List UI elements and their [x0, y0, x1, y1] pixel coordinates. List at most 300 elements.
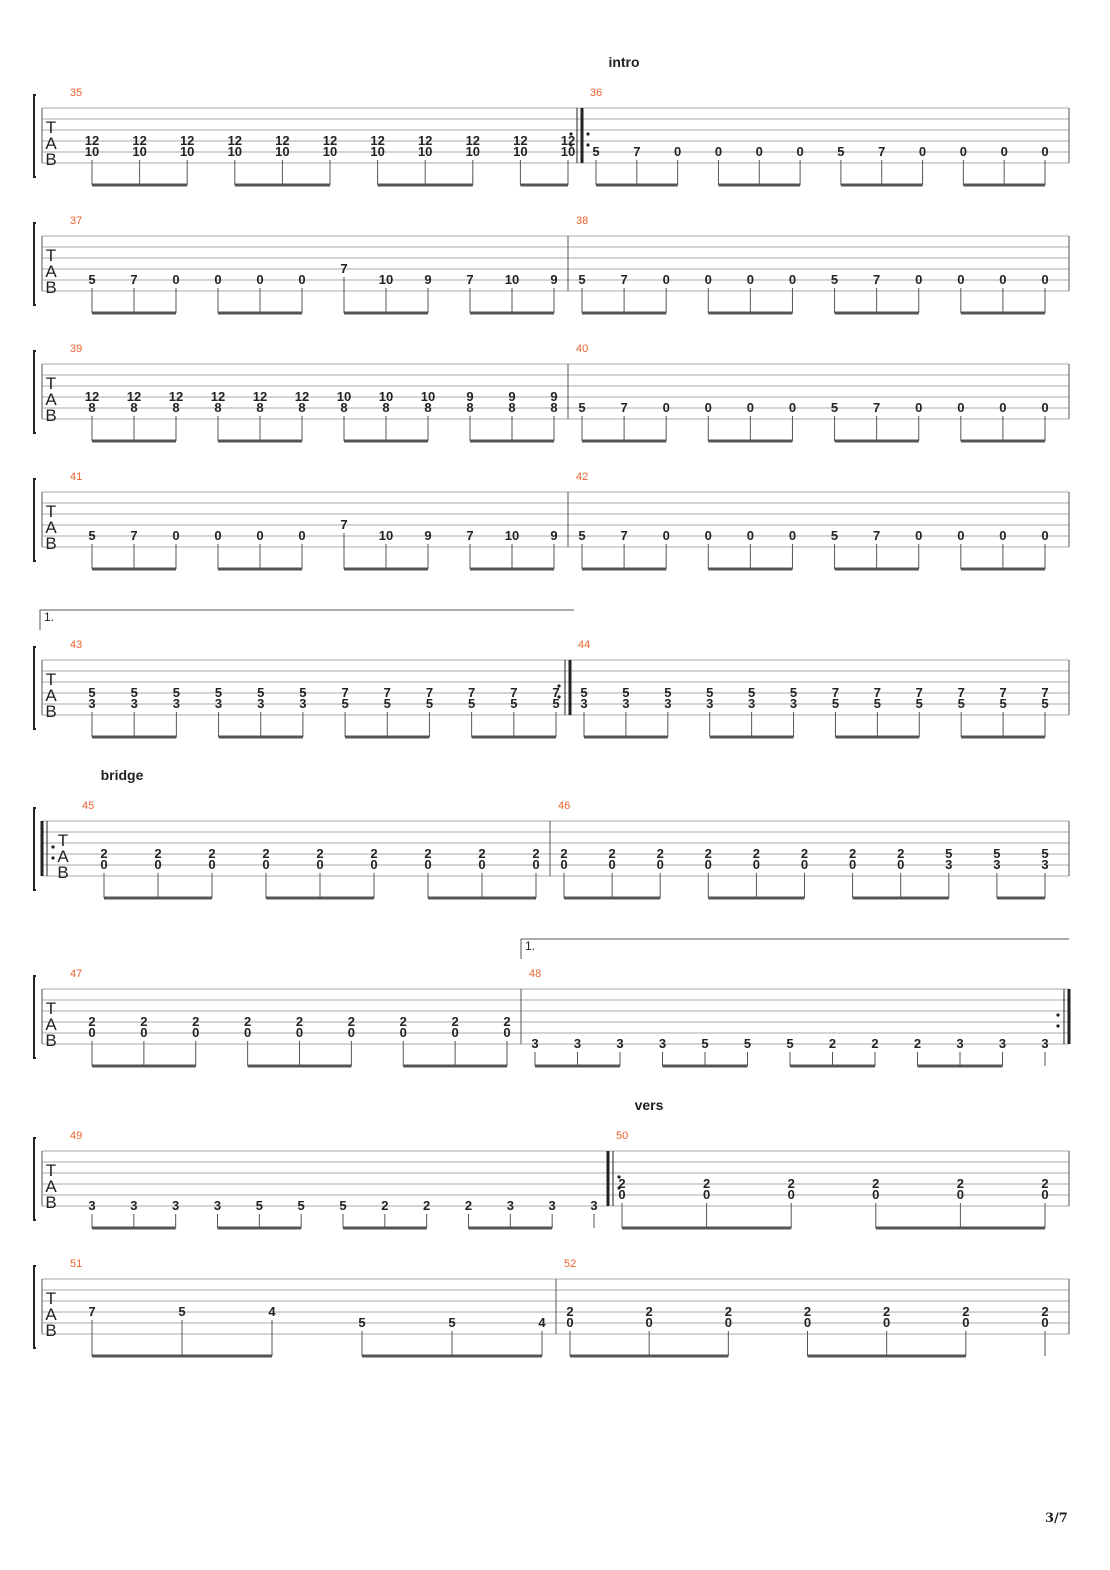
fret-number: 2: [192, 1014, 200, 1029]
fret-number: 8: [256, 400, 264, 415]
tab-clef-letter: A: [45, 1305, 57, 1324]
fret-number: 10: [378, 389, 394, 404]
tab-clef-letter: B: [45, 702, 57, 721]
fret-number: 7: [466, 272, 474, 287]
fret-number: 5: [748, 685, 756, 700]
fret-number: 2: [451, 1014, 459, 1029]
measure-number: 52: [564, 1258, 577, 1270]
fret-number: 2: [532, 846, 540, 861]
fret-number: 2: [702, 1176, 711, 1191]
fret-number: 3: [616, 1036, 624, 1051]
fret-number: 3: [88, 696, 96, 711]
fret-number: 0: [192, 1025, 200, 1040]
fret-number: 3: [956, 1036, 964, 1051]
fret-number: 0: [478, 857, 486, 872]
measure-number: 42: [576, 471, 589, 483]
fret-number: 5: [1041, 696, 1049, 711]
fret-number: 10: [504, 528, 520, 543]
fret-number: 0: [566, 1315, 574, 1330]
fret-number: 2: [618, 1176, 626, 1191]
fret-number: 0: [788, 400, 797, 415]
fret-number: 2: [645, 1304, 653, 1319]
fret-number: 0: [724, 1315, 732, 1330]
fret-number: 2: [803, 1304, 812, 1319]
fret-number: 0: [316, 857, 324, 872]
fret-number: 3: [590, 1198, 598, 1213]
fret-number: 7: [340, 517, 348, 532]
fret-number: 5: [552, 696, 560, 711]
fret-number: 5: [257, 685, 265, 700]
fret-number: 5: [830, 528, 839, 543]
fret-number: 2: [423, 1198, 431, 1213]
fret-number: 8: [88, 400, 96, 415]
fret-number: 10: [378, 528, 394, 543]
fret-number: 0: [746, 528, 754, 543]
tab-clef-letter: T: [45, 374, 57, 393]
fret-number: 3: [172, 696, 180, 711]
fret-number: 12: [132, 133, 147, 148]
fret-number: 2: [424, 846, 432, 861]
fret-number: 5: [837, 144, 845, 159]
fret-number: 7: [633, 144, 641, 159]
measure-number: 36: [590, 87, 603, 99]
fret-number: 3: [130, 1198, 138, 1213]
fret-number: 7: [466, 528, 474, 543]
fret-number: 7: [425, 685, 434, 700]
volta-bracket: [40, 610, 574, 630]
tab-clef-letter: A: [45, 686, 57, 705]
fret-number: 2: [656, 846, 664, 861]
fret-number: 2: [787, 1176, 795, 1191]
fret-number: 0: [752, 857, 761, 872]
fret-number: 2: [478, 846, 486, 861]
fret-number: 2: [828, 1036, 837, 1051]
volta-bracket: [521, 939, 1069, 959]
fret-number: 3: [664, 696, 672, 711]
fret-number: 0: [959, 144, 967, 159]
fret-number: 3: [257, 696, 265, 711]
fret-number: 0: [298, 272, 306, 287]
tab-clef-letter: B: [45, 1321, 57, 1340]
fret-number: 5: [299, 685, 307, 700]
fret-number: 0: [915, 528, 923, 543]
fret-number: 3: [531, 1036, 539, 1051]
system-bracket: [34, 808, 36, 890]
fret-number: 0: [451, 1025, 459, 1040]
fret-number: 10: [336, 389, 352, 404]
fret-number: 2: [800, 846, 809, 861]
fret-number: 10: [378, 272, 394, 287]
fret-number: 3: [548, 1198, 556, 1213]
fret-number: 5: [578, 400, 586, 415]
fret-number: 5: [701, 1036, 709, 1051]
fret-number: 5: [873, 696, 881, 711]
fret-number: 5: [214, 685, 223, 700]
fret-number: 3: [580, 696, 588, 711]
fret-number: 2: [872, 1176, 880, 1191]
fret-number: 0: [800, 857, 809, 872]
measure-number: 44: [578, 639, 591, 651]
fret-number: 0: [788, 272, 797, 287]
fret-number: 2: [871, 1036, 879, 1051]
fret-number: 0: [962, 1315, 970, 1330]
fret-number: 5: [255, 1198, 263, 1213]
fret-number: 0: [370, 857, 378, 872]
fret-number: 0: [140, 1025, 148, 1040]
fret-number: 5: [706, 685, 714, 700]
tab-clef-letter: B: [45, 1193, 57, 1212]
fret-number: 7: [957, 685, 965, 700]
fret-number: 5: [957, 696, 965, 711]
fret-number: 3: [789, 696, 798, 711]
fret-number: 7: [130, 272, 138, 287]
fret-number: 10: [420, 389, 436, 404]
fret-number: 3: [945, 857, 953, 872]
repeat-dot: [1056, 1024, 1059, 1027]
tab-clef-letter: T: [45, 999, 57, 1018]
fret-number: 7: [620, 400, 628, 415]
repeat-dot: [586, 132, 589, 135]
fret-number: 2: [566, 1304, 574, 1319]
fret-number: 12: [322, 133, 338, 148]
system-bracket: [34, 976, 36, 1058]
fret-number: 3: [214, 696, 223, 711]
fret-number: 2: [370, 846, 378, 861]
fret-number: 5: [339, 1198, 347, 1213]
fret-number: 3: [299, 696, 307, 711]
fret-number: 5: [578, 528, 586, 543]
fret-number: 12: [168, 389, 184, 404]
fret-number: 5: [383, 696, 391, 711]
fret-number: 8: [508, 400, 516, 415]
fret-number: 7: [620, 272, 628, 287]
fret-number: 9: [424, 528, 432, 543]
system-bracket: [34, 1266, 36, 1348]
fret-number: 10: [84, 144, 100, 159]
fret-number: 4: [538, 1315, 546, 1330]
fret-number: 12: [126, 389, 142, 404]
fret-number: 0: [848, 857, 857, 872]
fret-number: 3: [622, 696, 630, 711]
fret-number: 10: [513, 144, 528, 159]
fret-number: 0: [172, 528, 180, 543]
fret-number: 0: [704, 400, 712, 415]
fret-number: 3: [993, 857, 1001, 872]
fret-number: 0: [704, 272, 712, 287]
fret-number: 7: [878, 144, 886, 159]
system-bracket: [34, 1138, 36, 1220]
repeat-dot: [586, 143, 589, 146]
fret-number: 0: [803, 1315, 812, 1330]
fret-number: 0: [154, 857, 162, 872]
fret-number: 7: [915, 685, 923, 700]
fret-number: 0: [208, 857, 216, 872]
fret-number: 12: [179, 133, 195, 148]
fret-number: 2: [560, 846, 568, 861]
fret-number: 0: [298, 528, 306, 543]
fret-number: 3: [1041, 1036, 1049, 1051]
fret-number: 4: [268, 1304, 276, 1319]
fret-number: 0: [714, 144, 723, 159]
tab-clef-letter: T: [45, 502, 57, 521]
fret-number: 8: [214, 400, 222, 415]
fret-number: 9: [424, 272, 432, 287]
tab-clef-letter: A: [45, 390, 57, 409]
fret-number: 0: [702, 1187, 711, 1202]
fret-number: 5: [130, 685, 138, 700]
fret-number: 0: [788, 528, 797, 543]
fret-number: 7: [130, 528, 138, 543]
fret-number: 10: [417, 144, 433, 159]
tab-clef-letter: B: [45, 1031, 57, 1050]
fret-number: 0: [883, 1315, 891, 1330]
fret-number: 0: [999, 272, 1007, 287]
fret-number: 5: [580, 685, 588, 700]
fret-number: 8: [130, 400, 138, 415]
system-bracket: [34, 223, 36, 305]
fret-number: 5: [425, 696, 434, 711]
fret-number: 2: [897, 846, 905, 861]
fret-number: 12: [210, 389, 226, 404]
fret-number: 7: [999, 685, 1007, 700]
fret-number: 3: [172, 1198, 180, 1213]
page-number: 3/7: [1045, 1511, 1068, 1526]
fret-number: 2: [154, 846, 162, 861]
fret-number: 5: [999, 696, 1007, 711]
fret-number: 8: [172, 400, 180, 415]
tab-clef-letter: T: [45, 1161, 57, 1180]
fret-number: 0: [1041, 400, 1049, 415]
fret-number: 2: [962, 1304, 970, 1319]
system-bracket: [34, 351, 36, 433]
fret-number: 7: [873, 685, 881, 700]
fret-number: 0: [704, 528, 712, 543]
fret-number: 0: [1000, 144, 1008, 159]
volta-label: 1.: [44, 610, 55, 624]
fret-number: 9: [550, 272, 558, 287]
fret-number: 12: [275, 133, 290, 148]
measure-number: 45: [82, 800, 95, 812]
repeat-dot: [1056, 1013, 1059, 1016]
fret-number: 10: [370, 144, 385, 159]
fret-number: 0: [532, 857, 540, 872]
fret-number: 12: [513, 133, 528, 148]
tab-clef-letter: B: [45, 534, 57, 553]
fret-number: 0: [662, 272, 670, 287]
fret-number: 0: [399, 1025, 407, 1040]
fret-number: 3: [573, 1036, 582, 1051]
measure-number: 43: [70, 639, 83, 651]
fret-number: 8: [466, 400, 474, 415]
fret-number: 10: [465, 144, 481, 159]
tab-clef-letter: B: [45, 278, 57, 297]
measure-number: 39: [70, 343, 83, 355]
system-bracket: [34, 479, 36, 561]
fret-number: 12: [560, 133, 576, 148]
fret-number: 7: [831, 685, 840, 700]
fret-number: 0: [262, 857, 270, 872]
fret-number: 0: [999, 400, 1007, 415]
fret-number: 3: [998, 1036, 1007, 1051]
tab-clef-letter: A: [57, 847, 69, 866]
repeat-dot: [51, 845, 54, 848]
section-label: vers: [634, 1097, 664, 1113]
fret-number: 0: [645, 1315, 653, 1330]
fret-number: 0: [999, 528, 1007, 543]
fret-number: 2: [608, 846, 616, 861]
fret-number: 3: [748, 696, 756, 711]
fret-number: 10: [322, 144, 338, 159]
fret-number: 3: [706, 696, 714, 711]
fret-number: 2: [244, 1014, 252, 1029]
fret-number: 12: [227, 133, 243, 148]
fret-number: 0: [347, 1025, 355, 1040]
fret-number: 3: [658, 1036, 667, 1051]
fret-number: 0: [214, 272, 222, 287]
tab-clef-letter: B: [45, 150, 57, 169]
fret-number: 5: [1041, 846, 1049, 861]
measure-number: 49: [70, 1130, 83, 1142]
fret-number: 5: [993, 846, 1001, 861]
fret-number: 3: [506, 1198, 514, 1213]
fret-number: 5: [297, 1198, 305, 1213]
fret-number: 3: [130, 696, 138, 711]
fret-number: 5: [592, 144, 600, 159]
fret-number: 2: [913, 1036, 922, 1051]
tab-clef-letter: T: [57, 831, 69, 850]
fret-number: 0: [872, 1187, 880, 1202]
tab-clef-letter: A: [45, 1177, 57, 1196]
fret-number: 0: [796, 144, 804, 159]
measure-number: 35: [70, 87, 83, 99]
fret-number: 0: [662, 400, 670, 415]
fret-number: 0: [1041, 144, 1049, 159]
fret-number: 5: [88, 272, 96, 287]
fret-number: 3: [213, 1198, 222, 1213]
fret-number: 12: [417, 133, 433, 148]
fret-number: 2: [100, 846, 108, 861]
fret-number: 10: [132, 144, 147, 159]
fret-number: 5: [831, 696, 840, 711]
fret-number: 5: [358, 1315, 366, 1330]
fret-number: 0: [560, 857, 568, 872]
measure-number: 47: [70, 968, 83, 980]
fret-number: 5: [789, 685, 798, 700]
fret-number: 7: [468, 685, 476, 700]
fret-number: 0: [918, 144, 927, 159]
fret-number: 7: [88, 1304, 96, 1319]
fret-number: 2: [140, 1014, 148, 1029]
fret-number: 0: [1041, 1187, 1049, 1202]
measure-number: 51: [70, 1258, 83, 1270]
fret-number: 2: [464, 1198, 473, 1213]
fret-number: 2: [956, 1176, 965, 1191]
fret-number: 7: [340, 261, 348, 276]
fret-number: 0: [503, 1025, 511, 1040]
fret-number: 0: [704, 857, 712, 872]
fret-number: 5: [88, 528, 96, 543]
repeat-dot: [51, 856, 54, 859]
fret-number: 10: [275, 144, 290, 159]
fret-number: 7: [873, 400, 881, 415]
fret-number: 2: [883, 1304, 891, 1319]
fret-number: 2: [347, 1014, 355, 1029]
fret-number: 0: [295, 1025, 304, 1040]
fret-number: 0: [100, 857, 108, 872]
tab-clef-letter: T: [45, 118, 57, 137]
fret-number: 2: [1041, 1176, 1049, 1191]
fret-number: 0: [956, 1187, 965, 1202]
fret-number: 12: [84, 133, 100, 148]
fret-number: 7: [873, 528, 881, 543]
fret-number: 5: [664, 685, 672, 700]
fret-number: 7: [341, 685, 349, 700]
fret-number: 0: [256, 528, 264, 543]
fret-number: 5: [945, 846, 953, 861]
fret-number: 0: [897, 857, 905, 872]
fret-number: 8: [340, 400, 348, 415]
fret-number: 7: [383, 685, 391, 700]
fret-number: 12: [465, 133, 481, 148]
fret-number: 5: [88, 685, 96, 700]
fret-number: 8: [424, 400, 432, 415]
fret-number: 0: [608, 857, 616, 872]
fret-number: 0: [256, 272, 264, 287]
fret-number: 2: [262, 846, 270, 861]
fret-number: 0: [618, 1187, 626, 1202]
fret-number: 10: [227, 144, 243, 159]
fret-number: 5: [578, 272, 586, 287]
fret-number: 9: [550, 528, 558, 543]
fret-number: 2: [381, 1198, 389, 1213]
fret-number: 0: [915, 400, 923, 415]
fret-number: 5: [510, 696, 518, 711]
fret-number: 0: [674, 144, 682, 159]
fret-number: 3: [1041, 857, 1049, 872]
fret-number: 12: [84, 389, 100, 404]
fret-number: 0: [1041, 1315, 1049, 1330]
fret-number: 2: [848, 846, 857, 861]
fret-number: 9: [508, 389, 516, 404]
fret-number: 0: [1041, 528, 1049, 543]
fret-number: 5: [172, 685, 180, 700]
fret-number: 5: [830, 272, 839, 287]
fret-number: 12: [252, 389, 268, 404]
tab-clef-letter: A: [45, 262, 57, 281]
fret-number: 5: [786, 1036, 794, 1051]
fret-number: 7: [552, 685, 560, 700]
fret-number: 10: [179, 144, 195, 159]
fret-number: 5: [341, 696, 349, 711]
measure-number: 40: [576, 343, 589, 355]
fret-number: 0: [755, 144, 763, 159]
tab-clef-letter: T: [45, 670, 57, 689]
fret-number: 5: [915, 696, 923, 711]
fret-number: 2: [503, 1014, 511, 1029]
tab-clef-letter: A: [45, 134, 57, 153]
fret-number: 2: [295, 1014, 304, 1029]
measure-number: 48: [529, 968, 542, 980]
fret-number: 9: [550, 389, 558, 404]
section-label: bridge: [100, 767, 144, 783]
fret-number: 5: [448, 1315, 456, 1330]
fret-number: 10: [560, 144, 576, 159]
tab-clef-letter: A: [45, 518, 57, 537]
fret-number: 0: [662, 528, 670, 543]
fret-number: 8: [550, 400, 558, 415]
tab-clef-letter: A: [45, 1015, 57, 1034]
measure-number: 41: [70, 471, 83, 483]
